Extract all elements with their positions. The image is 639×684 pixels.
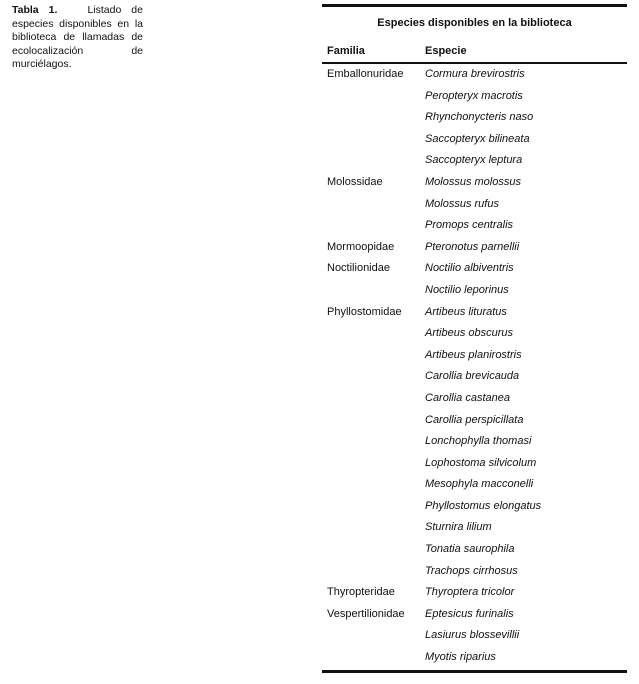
family-cell: Emballonuridae	[327, 68, 404, 80]
family-cell	[322, 280, 425, 302]
family-cell	[322, 517, 425, 539]
species-cell: Sturnira lilium	[425, 521, 492, 534]
species-cell: Myotis riparius	[425, 651, 496, 664]
table-row	[322, 517, 627, 539]
table-row	[322, 280, 627, 302]
family-cell	[322, 366, 425, 388]
table-row	[322, 345, 627, 367]
species-cell: Rhynchonycteris naso	[425, 111, 534, 124]
table-row	[322, 237, 627, 259]
table-row	[322, 323, 627, 345]
species-cell: Thyroptera tricolor	[425, 586, 515, 599]
table-row	[322, 388, 627, 410]
species-cell: Lophostoma silvicolum	[425, 456, 537, 469]
table-row	[322, 86, 627, 108]
species-cell: Phyllostomus elongatus	[425, 499, 542, 512]
table-row	[322, 453, 627, 475]
caption-label: Tabla 1.	[12, 4, 58, 16]
family-cell	[322, 539, 425, 561]
family-cell: Thyropteridae	[327, 586, 395, 599]
table-row	[322, 129, 627, 151]
species-cell: Lasiurus blossevillii	[425, 629, 520, 642]
species-cell: Artibeus lituratus	[425, 305, 507, 318]
species-cell: Saccopteryx leptura	[425, 154, 523, 167]
species-cell: Promops centralis	[425, 219, 514, 232]
family-cell: Molossidae	[327, 175, 383, 188]
family-cell	[322, 323, 425, 345]
header-familia: Familia	[327, 45, 365, 57]
family-cell	[322, 129, 425, 151]
family-cell	[322, 410, 425, 432]
family-cell	[322, 431, 425, 453]
family-cell	[322, 194, 425, 216]
table-row	[322, 647, 627, 669]
species-cell: Peropteryx macrotis	[425, 89, 523, 102]
table-row	[322, 561, 627, 583]
species-cell: Carollia brevicauda	[425, 370, 520, 383]
species-cell: Mesophyla macconelli	[425, 478, 534, 491]
species-cell: Tonatia saurophila	[425, 543, 515, 556]
header-especie: Especie	[425, 45, 467, 57]
family-cell: Vespertilionidae	[327, 607, 405, 620]
table-caption	[12, 4, 143, 72]
table-row	[322, 366, 627, 388]
family-cell	[322, 107, 425, 129]
family-cell	[322, 453, 425, 475]
family-cell	[322, 150, 425, 172]
bottom-rule	[322, 670, 627, 673]
table-row	[322, 410, 627, 432]
family-cell	[322, 647, 425, 669]
family-cell	[322, 496, 425, 518]
table-row	[322, 625, 627, 647]
species-cell: Noctilio leporinus	[425, 283, 509, 296]
table-row	[322, 582, 627, 604]
family-cell	[322, 474, 425, 496]
family-cell	[322, 625, 425, 647]
table-row	[322, 302, 627, 324]
table-row	[322, 496, 627, 518]
species-cell: Carollia perspicillata	[425, 413, 524, 426]
family-cell: Mormoopidae	[327, 240, 395, 253]
table-row	[322, 64, 627, 86]
species-cell: Noctilio albiventris	[425, 262, 514, 275]
species-cell: Carollia castanea	[425, 391, 510, 404]
species-cell: Lonchophylla thomasi	[425, 435, 532, 448]
table-row	[322, 258, 627, 280]
family-cell	[322, 345, 425, 367]
family-cell: Noctilionidae	[327, 262, 390, 275]
family-cell	[322, 561, 425, 583]
table-row	[322, 431, 627, 453]
table-title: Especies disponibles en la biblioteca	[377, 17, 572, 29]
species-cell: Saccopteryx bilineata	[425, 132, 530, 145]
top-rule	[322, 4, 627, 7]
table-row	[322, 604, 627, 626]
table-row	[322, 150, 627, 172]
species-cell: Eptesicus furinalis	[425, 607, 514, 620]
species-cell: Trachops cirrhosus	[425, 564, 518, 577]
species-cell: Molossus molossus	[425, 175, 521, 188]
table-row	[322, 539, 627, 561]
species-table	[322, 4, 627, 673]
species-cell: Pteronotus parnellii	[425, 240, 520, 253]
family-cell	[322, 215, 425, 237]
species-cell: Artibeus planirostris	[425, 348, 522, 361]
table-row	[322, 194, 627, 216]
species-cell: Cormura brevirostris	[425, 68, 525, 80]
species-cell: Molossus rufus	[425, 197, 499, 210]
family-cell	[322, 86, 425, 108]
table-row	[322, 172, 627, 194]
table-row	[322, 215, 627, 237]
table-row	[322, 474, 627, 496]
caption-text: Listado de especies disponibles en la biblioteca de llamadas de ecolocalización de murciélagos.	[12, 4, 143, 70]
family-cell	[322, 388, 425, 410]
table-row	[322, 107, 627, 129]
species-cell: Artibeus obscurus	[425, 327, 514, 340]
table-header	[322, 45, 627, 62]
family-cell: Phyllostomidae	[327, 305, 402, 318]
table-body	[322, 64, 627, 669]
